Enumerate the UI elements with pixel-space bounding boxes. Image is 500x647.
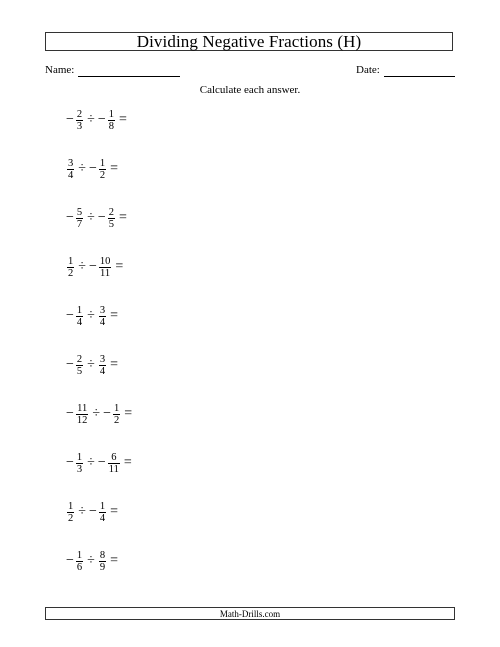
divide-sign: ÷ xyxy=(87,553,95,568)
problem-row xyxy=(0,105,300,135)
divide-sign: ÷ xyxy=(78,504,86,519)
dividend-denominator: 5 xyxy=(76,365,83,377)
dividend-numerator: 3 xyxy=(68,157,74,169)
problem-row xyxy=(0,448,300,478)
divisor-minus-sign: − xyxy=(88,161,97,176)
divisor-numerator: 1 xyxy=(99,157,106,169)
divide-sign: ÷ xyxy=(78,259,86,274)
divisor-denominator: 9 xyxy=(99,561,106,573)
problem-row xyxy=(0,154,300,184)
dividend-fraction xyxy=(76,550,83,573)
divisor-fraction xyxy=(99,256,112,279)
problem-row xyxy=(0,252,300,282)
dividend-fraction xyxy=(76,354,83,377)
equals-sign: = xyxy=(110,357,118,372)
dividend-minus-sign: − xyxy=(66,112,74,127)
divisor-numerator: 1 xyxy=(114,402,120,414)
divide-sign: ÷ xyxy=(87,210,95,225)
equals-sign: = xyxy=(124,406,133,421)
divide-sign: ÷ xyxy=(92,406,101,421)
divisor-minus-sign: − xyxy=(97,455,106,470)
divisor-denominator: 4 xyxy=(99,512,106,524)
dividend-fraction xyxy=(67,501,74,524)
problem-row xyxy=(0,399,300,429)
worksheet-title: Dividing Negative Fractions (H) xyxy=(136,31,362,51)
dividend-denominator: 4 xyxy=(68,169,74,181)
footer-text: Math-Drills.com xyxy=(219,608,281,619)
divisor-numerator: 8 xyxy=(99,549,106,561)
problem-row xyxy=(0,350,300,380)
divisor-minus-sign: − xyxy=(97,210,106,225)
equals-sign: = xyxy=(110,504,118,519)
dividend-minus-sign: − xyxy=(66,357,74,372)
dividend-numerator: 1 xyxy=(76,304,83,316)
divisor-minus-sign: − xyxy=(88,259,97,274)
dividend-minus-sign: − xyxy=(66,210,74,225)
dividend-denominator: 6 xyxy=(76,561,83,573)
dividend-fraction xyxy=(76,452,83,475)
divisor-fraction xyxy=(108,109,115,132)
dividend-denominator: 3 xyxy=(76,120,83,132)
divisor-fraction xyxy=(99,550,106,573)
problem-expression xyxy=(66,301,121,331)
divide-sign: ÷ xyxy=(87,357,95,372)
dividend-numerator: 11 xyxy=(77,402,88,414)
problem-expression xyxy=(66,448,135,478)
divisor-denominator: 2 xyxy=(99,169,106,181)
dividend-numerator: 2 xyxy=(76,353,83,365)
divisor-denominator: 8 xyxy=(108,120,114,132)
dividend-numerator: 1 xyxy=(76,451,83,463)
name-date-row xyxy=(45,61,455,79)
dividend-numerator: 1 xyxy=(76,549,83,561)
divisor-numerator: 2 xyxy=(108,206,114,218)
equals-sign: = xyxy=(110,161,118,176)
dividend-denominator: 12 xyxy=(76,414,88,426)
problem-row xyxy=(0,301,300,331)
divisor-numerator: 3 xyxy=(99,353,106,365)
problem-row xyxy=(0,203,300,233)
dividend-minus-sign: − xyxy=(66,455,74,470)
equals-sign: = xyxy=(119,210,127,225)
divisor-numerator: 6 xyxy=(111,451,117,463)
divisor-fraction xyxy=(99,305,106,328)
divisor-fraction xyxy=(108,207,115,230)
divisor-denominator: 4 xyxy=(99,365,106,377)
divisor-denominator: 4 xyxy=(99,316,106,328)
dividend-numerator: 2 xyxy=(76,108,83,120)
footer-box xyxy=(45,607,455,620)
divisor-minus-sign: − xyxy=(103,406,111,421)
dividend-numerator: 5 xyxy=(76,206,83,218)
dividend-minus-sign: − xyxy=(66,553,74,568)
date-blank-line xyxy=(384,76,455,77)
instructions: Calculate each answer. xyxy=(199,84,301,96)
dividend-fraction xyxy=(67,158,74,181)
name-label: Name: xyxy=(45,64,75,76)
dividend-minus-sign: − xyxy=(66,406,74,421)
equals-sign: = xyxy=(110,553,118,568)
worksheet-title-box xyxy=(45,32,453,51)
divisor-denominator: 2 xyxy=(114,414,120,426)
problem-expression xyxy=(66,497,121,527)
divisor-denominator: 5 xyxy=(108,218,114,230)
divide-sign: ÷ xyxy=(78,161,86,176)
problem-expression xyxy=(66,105,130,135)
divisor-fraction xyxy=(108,452,120,475)
divide-sign: ÷ xyxy=(87,112,95,127)
divisor-numerator: 1 xyxy=(99,500,106,512)
divisor-numerator: 10 xyxy=(99,255,111,267)
divisor-numerator: 1 xyxy=(108,108,114,120)
divide-sign: ÷ xyxy=(87,308,95,323)
dividend-denominator: 7 xyxy=(76,218,83,230)
equals-sign: = xyxy=(115,259,124,274)
name-blank-line xyxy=(78,76,180,77)
dividend-minus-sign: − xyxy=(66,308,74,323)
date-label: Date: xyxy=(356,64,380,76)
problem-expression xyxy=(66,399,135,429)
problem-expression xyxy=(66,546,121,576)
dividend-fraction xyxy=(76,207,83,230)
dividend-fraction xyxy=(67,256,74,279)
dividend-numerator: 1 xyxy=(68,500,74,512)
problem-expression xyxy=(66,203,130,233)
divisor-numerator: 3 xyxy=(99,304,106,316)
equals-sign: = xyxy=(123,455,132,470)
divisor-fraction xyxy=(99,158,106,181)
problem-expression xyxy=(66,350,121,380)
divisor-denominator: 11 xyxy=(100,267,111,279)
dividend-fraction xyxy=(76,109,83,132)
problem-expression xyxy=(66,154,121,184)
equals-sign: = xyxy=(119,112,127,127)
dividend-denominator: 3 xyxy=(76,463,83,475)
dividend-numerator: 1 xyxy=(68,255,74,267)
divisor-minus-sign: − xyxy=(88,504,97,519)
divisor-fraction xyxy=(99,501,106,524)
problem-row xyxy=(0,497,300,527)
divisor-fraction xyxy=(99,354,106,377)
divisor-minus-sign: − xyxy=(97,112,106,127)
divide-sign: ÷ xyxy=(87,455,95,470)
dividend-fraction xyxy=(76,403,89,426)
divisor-fraction xyxy=(113,403,120,426)
divisor-denominator: 11 xyxy=(108,463,119,475)
problem-row xyxy=(0,546,300,576)
dividend-denominator: 2 xyxy=(68,512,74,524)
dividend-denominator: 4 xyxy=(76,316,83,328)
dividend-denominator: 2 xyxy=(68,267,74,279)
dividend-fraction xyxy=(76,305,83,328)
equals-sign: = xyxy=(110,308,118,323)
problem-expression xyxy=(66,252,126,282)
